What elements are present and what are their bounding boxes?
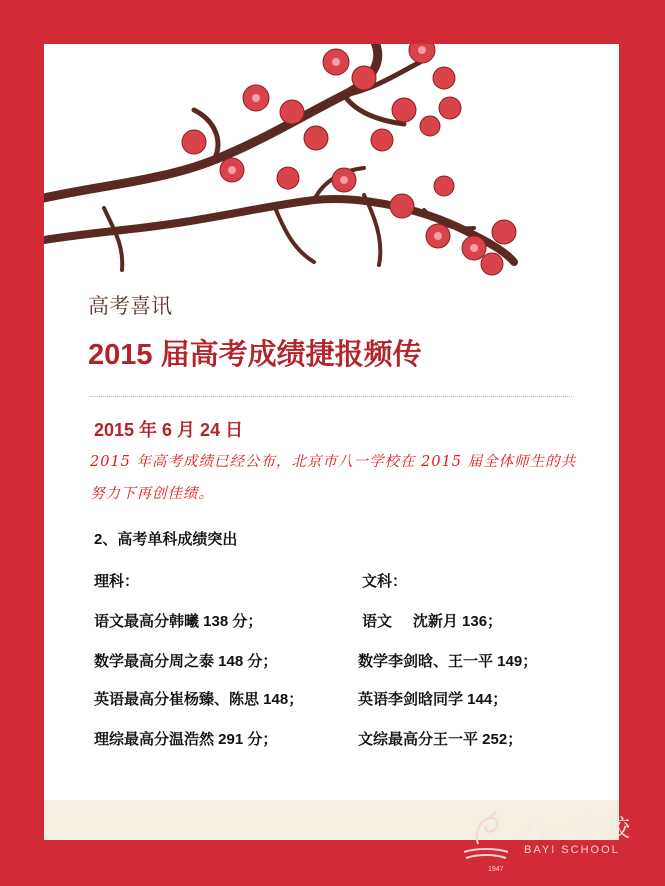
section-heading: 2、高考单科成绩突出: [94, 531, 238, 548]
science-line-math: 数学最高分周之泰 148 分；: [94, 653, 278, 670]
poster-card: [44, 44, 619, 840]
science-line-chinese: 语文最高分韩曦 138 分；: [94, 613, 263, 630]
science-line-combined: 理综最高分温浩然 291 分；: [94, 731, 278, 748]
logo-year: 1947: [488, 866, 504, 873]
page-title: 2015 届高考成绩捷报频传: [88, 339, 422, 371]
news-date: 2015 年 6 月 24 日: [94, 420, 244, 440]
arts-heading: 文科：: [362, 573, 408, 590]
arts-line-math: 数学李剑晗、王一平 149；: [358, 653, 538, 670]
science-heading: 理科：: [94, 573, 140, 590]
page-subtitle: 高考喜讯: [88, 295, 172, 318]
logo-name-chinese: 八一学校: [522, 814, 634, 842]
logo-name-english: BAYI SCHOOL: [524, 844, 620, 856]
arts-line-combined: 文综最高分王一平 252；: [358, 731, 523, 748]
science-line-english: 英语最高分崔杨臻、陈思 148；: [94, 691, 304, 708]
school-emblem-icon: [456, 808, 516, 868]
divider: [90, 396, 574, 397]
arts-line-english: 英语李剑晗同学 144；: [358, 691, 508, 708]
notice-paragraph: 2015 年高考成绩已经公布，北京市八一学校在 2015 届全体师生的共努力下再创佳绩。: [90, 454, 577, 502]
school-logo: [456, 808, 646, 878]
plum-blossom-branch-illustration: [44, 44, 619, 330]
arts-line-chinese: 语文 沈新月 136；: [362, 613, 503, 630]
